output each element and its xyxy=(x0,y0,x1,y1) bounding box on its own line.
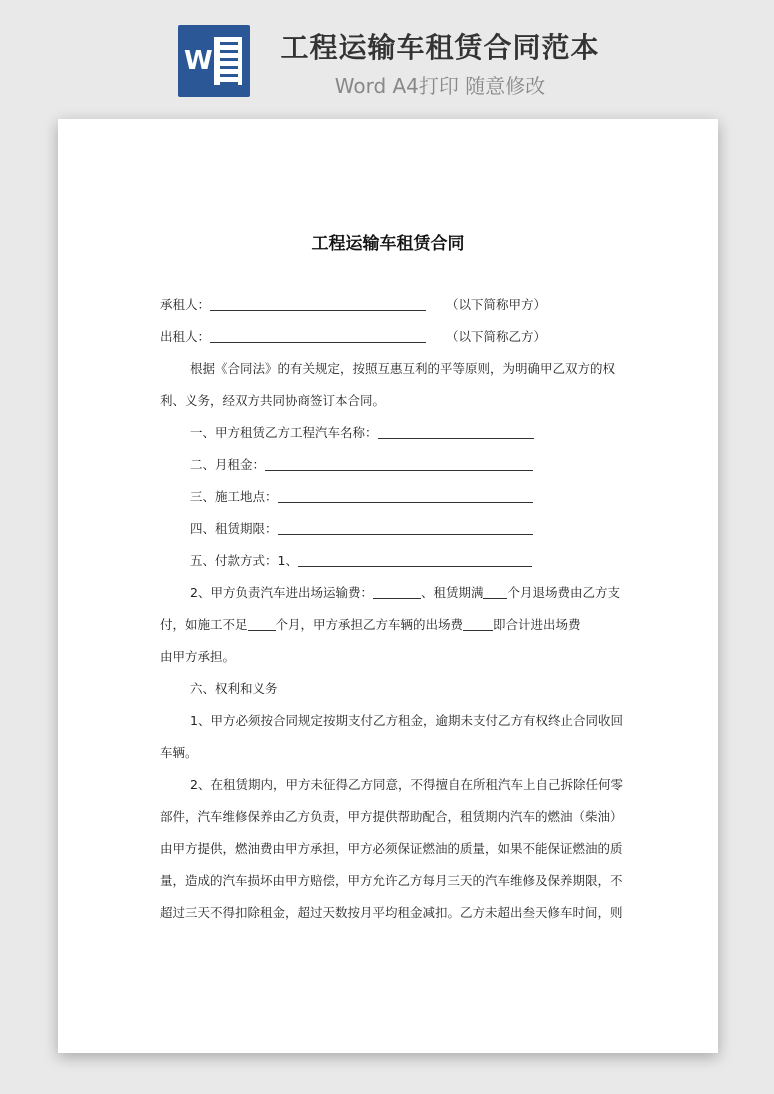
item-1-line xyxy=(160,417,620,449)
item-1-blank xyxy=(378,420,534,439)
intro-line-2: 利、义务，经双方共同协商签订本合同。 xyxy=(160,393,386,408)
section-6-heading: 六、权利和义务 xyxy=(190,681,278,696)
word-doc-icon xyxy=(178,25,250,97)
item-5-blank xyxy=(298,548,532,567)
right-2-line-3: 由甲方提供，燃油费由甲方承担，甲方必须保证燃油的质量，如果不能保证燃油的质 xyxy=(160,841,623,856)
item-3-blank xyxy=(278,484,533,503)
document-page xyxy=(58,119,718,1053)
lessor-label: 出租人： xyxy=(160,329,211,344)
right-1-line-2: 车辆。 xyxy=(160,745,198,760)
right-2-line-4: 量，造成的汽车损坏由甲方赔偿，甲方允许乙方每月三天的汽车维修及保养期限，不 xyxy=(160,873,623,888)
payment-2-blank-c xyxy=(248,612,276,631)
payment-2-text-c: 个月退场费由乙方支 xyxy=(507,585,620,600)
payment-2-text-b: 、租赁期满 xyxy=(420,585,484,600)
document-title: 工程运输车租赁合同 xyxy=(311,234,465,254)
item-5-label: 五、付款方式：1、 xyxy=(190,553,298,568)
word-icon-letter: W xyxy=(184,46,211,76)
payment-2-text-a: 2、甲方负责汽车进出场运输费： xyxy=(190,585,373,600)
lessor-line xyxy=(160,321,620,353)
payment-2-line-2 xyxy=(160,609,620,641)
right-2-line-2: 部件，汽车维修保养由乙方负责，甲方提供帮助配合，租赁期内汽车的燃油（柴油） xyxy=(160,809,623,824)
right-2-line-1: 2、在租赁期内，甲方未征得乙方同意，不得擅自在所租汽车上自己拆除任何零 xyxy=(190,777,623,792)
document-body xyxy=(160,289,623,929)
payment-2-text-e: 个月，甲方承担乙方车辆的出场费 xyxy=(275,617,464,632)
item-3-label: 三、施工地点： xyxy=(190,489,278,504)
payment-2-line-1 xyxy=(160,577,620,609)
lessor-note: （以下简称乙方） xyxy=(446,329,547,344)
item-2-blank xyxy=(265,452,533,471)
payment-2-text-f: 即合计进出场费 xyxy=(493,617,581,632)
payment-2-text-d: 付，如施工不足 xyxy=(160,617,248,632)
payment-2-blank-d xyxy=(463,612,493,631)
payment-2-blank-b xyxy=(483,580,507,599)
lessee-label: 承租人： xyxy=(160,297,211,312)
item-4-line xyxy=(160,513,620,545)
right-1-line-1: 1、甲方必须按合同规定按期支付乙方租金，逾期未支付乙方有权终止合同收回 xyxy=(190,713,623,728)
lessee-note: （以下简称甲方） xyxy=(446,297,547,312)
item-1-label: 一、甲方租赁乙方工程汽车名称： xyxy=(190,425,378,440)
page-subtitle: Word A4打印 随意修改 xyxy=(334,74,546,98)
payment-2-blank-a xyxy=(373,580,421,599)
item-2-line xyxy=(160,449,620,481)
item-3-line xyxy=(160,481,620,513)
payment-2-line-3: 由甲方承担。 xyxy=(160,649,236,664)
lessee-blank xyxy=(210,292,426,311)
intro-line-1: 根据《合同法》的有关规定，按照互惠互利的平等原则，为明确甲乙双方的权 xyxy=(190,361,616,376)
item-4-blank xyxy=(278,516,533,535)
lessor-blank xyxy=(210,324,426,343)
right-2-line-5: 超过三天不得扣除租金，超过天数按月平均租金减扣。乙方未超出叁天修车时间，则 xyxy=(160,905,623,920)
item-2-label: 二、月租金： xyxy=(190,457,266,472)
item-5-line xyxy=(160,545,620,577)
item-4-label: 四、租赁期限： xyxy=(190,521,278,536)
page-title: 工程运输车租赁合同范本 xyxy=(280,31,600,64)
lessee-line xyxy=(160,289,620,321)
